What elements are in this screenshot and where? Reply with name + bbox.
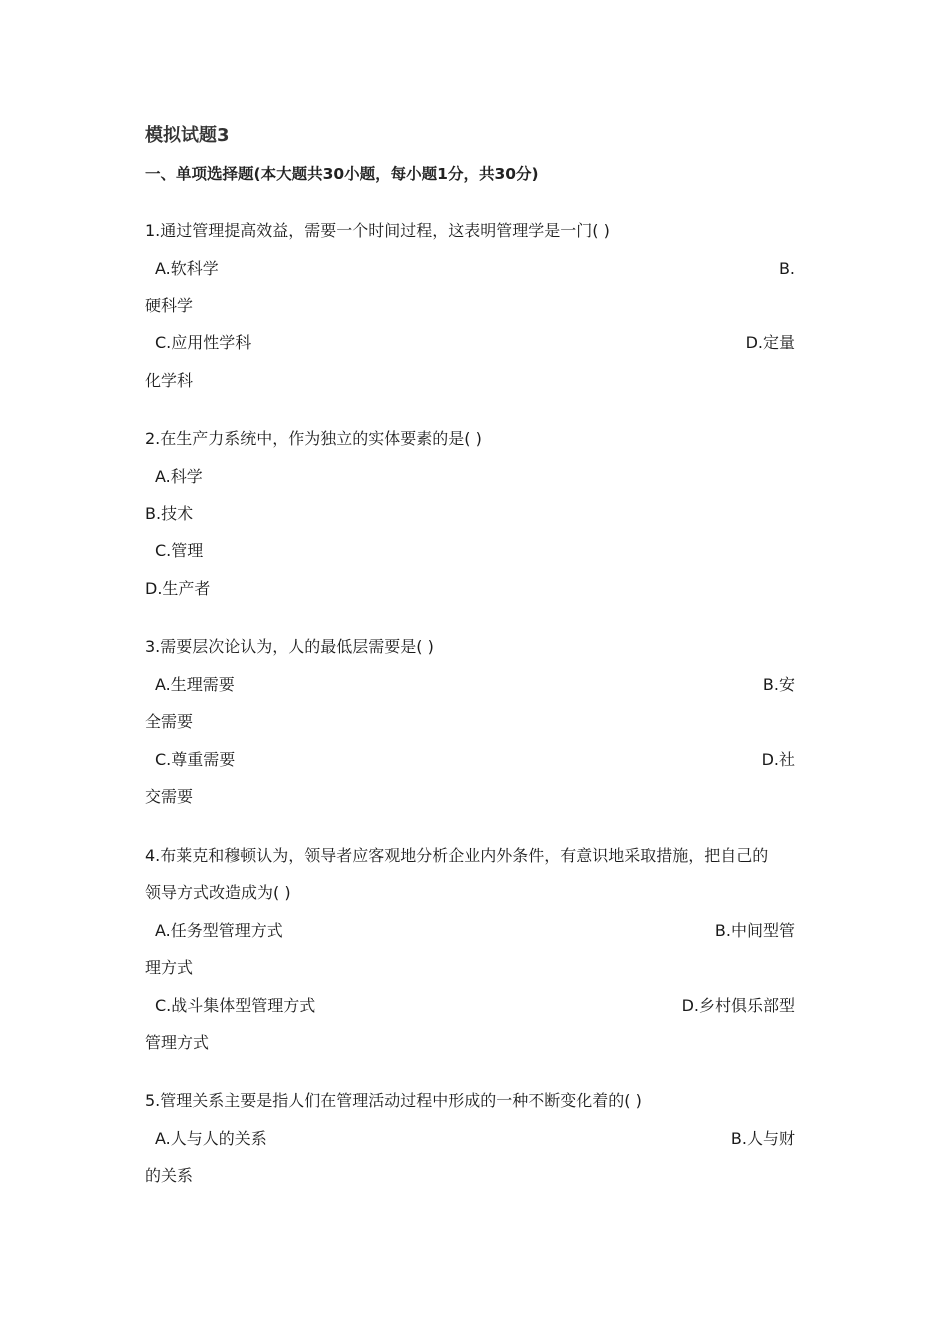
option-a: A.任务型管理方式: [155, 921, 283, 940]
option-b-tail: 硬科学: [145, 296, 194, 315]
option-c: C.尊重需要: [155, 750, 236, 769]
question-3-stem: 3.需要层次论认为，人的最低层需要是( ): [145, 637, 434, 656]
option-d-tail: 交需要: [145, 787, 194, 806]
option-b-head: B.安: [762, 675, 795, 694]
question-2-stem: 2.在生产力系统中，作为独立的实体要素的是( ): [145, 429, 482, 448]
option-d-tail: 化学科: [145, 371, 194, 390]
question-5-stem: 5.管理关系主要是指人们在管理活动过程中形成的一种不断变化着的( ): [145, 1091, 642, 1110]
option-d-tail: 管理方式: [145, 1033, 210, 1052]
question-4-stem-line1: 4.布莱克和穆顿认为，领导者应客观地分析企业内外条件，有意识地采取措施，把自己的: [145, 846, 769, 865]
option-c: C.战斗集体型管理方式: [155, 996, 316, 1015]
option-b-head: B.中间型管: [714, 921, 795, 940]
option-b-head: B.人与财: [730, 1129, 795, 1148]
question-4-stem-line2: 领导方式改造成为( ): [145, 883, 291, 902]
option-b-tail: 理方式: [145, 958, 194, 977]
option-b-tail: 的关系: [145, 1166, 194, 1185]
option-a: A.人与人的关系: [155, 1129, 267, 1148]
question-3-options-ab: [145, 671, 795, 699]
option-d-head: D.乡村俱乐部型: [681, 996, 795, 1015]
question-1-stem: 1.通过管理提高效益，需要一个时间过程，这表明管理学是一门( ): [145, 221, 610, 240]
option-a: A.生理需要: [155, 675, 235, 694]
option-d-head: D.社: [761, 750, 795, 769]
question-1-options-ab: [145, 255, 795, 283]
option-c-label: C.管理: [155, 541, 204, 560]
option-b-head: B.: [778, 259, 795, 278]
question-1-options-cd: [145, 329, 795, 357]
question-3-options-cd: [145, 746, 795, 774]
question-5-options-ab: [145, 1125, 795, 1153]
question-4-options-ab: [145, 917, 795, 945]
section-heading: 一、单项选择题(本大题共30小题，每小题1分，共30分): [145, 165, 539, 183]
option-b-tail: 全需要: [145, 712, 194, 731]
option-a: A.软科学: [155, 259, 219, 278]
option-a: [145, 463, 795, 491]
option-d: D.生产者: [145, 579, 211, 598]
option-d-head: D.定量: [745, 333, 795, 352]
doc-title: 模拟试题3: [145, 125, 230, 146]
option-b: B.技术: [145, 504, 194, 523]
option-c: C.应用性学科: [155, 333, 252, 352]
question-4-options-cd: [145, 992, 795, 1020]
option-a-label: A.科学: [155, 467, 203, 486]
option-c: [145, 537, 795, 565]
